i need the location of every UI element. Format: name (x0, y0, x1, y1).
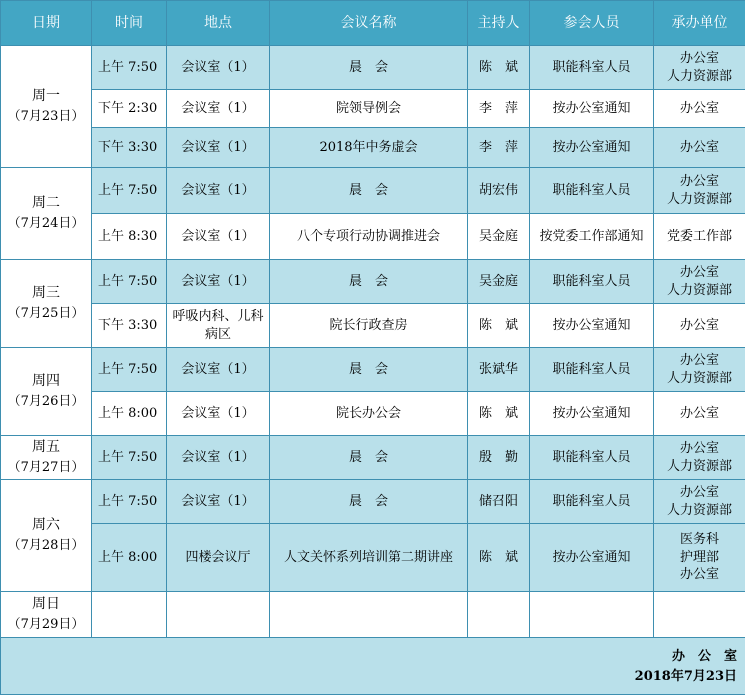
organizer-line: 办公室 (679, 317, 719, 333)
organizer-cell (654, 436, 745, 480)
meeting-cell: 院长行政查房 (270, 304, 468, 348)
meeting-cell: 人文关怀系列培训第二期讲座 (270, 524, 468, 592)
organizer-cell (654, 592, 745, 638)
day-name: 周一 (32, 87, 60, 104)
location-cell: 呼吸内科、儿科病区 (167, 304, 270, 348)
organizer-line: 办公室 (679, 352, 719, 368)
organizer-line: 人力资源部 (666, 68, 732, 84)
table-row (1, 524, 745, 592)
host-cell: 储召阳 (468, 480, 530, 524)
day-date: （7月26日） (7, 394, 85, 410)
host-cell: 李 萍 (468, 128, 530, 168)
header-location: 地点 (167, 1, 270, 46)
organizer-cell (654, 46, 745, 90)
organizer-line: 办公室 (679, 50, 719, 66)
host-cell (468, 592, 530, 638)
meeting-cell: 晨 会 (270, 260, 468, 304)
organizer-line: 人力资源部 (666, 191, 732, 207)
header-attendees: 参会人员 (530, 1, 654, 46)
time-cell: 上午 7:50 (92, 260, 167, 304)
attendees-cell: 按办公室通知 (530, 392, 654, 436)
table-row (1, 46, 745, 90)
table-row (1, 214, 745, 260)
host-cell: 吴金庭 (468, 214, 530, 260)
organizer-line: 人力资源部 (666, 458, 732, 474)
time-cell: 下午 3:30 (92, 304, 167, 348)
time-cell: 上午 7:50 (92, 168, 167, 214)
organizer-cell (654, 260, 745, 304)
signature-date: 2018年7月23日 (634, 668, 737, 684)
table-row (1, 480, 745, 524)
signature-office: 办 公 室 (671, 649, 737, 664)
meeting-cell: 2018年中务虚会 (270, 128, 468, 168)
time-cell: 上午 8:30 (92, 214, 167, 260)
day-cell (1, 348, 92, 436)
organizer-cell (654, 90, 745, 128)
organizer-line: 办公室 (679, 173, 719, 189)
location-cell: 四楼会议厅 (167, 524, 270, 592)
organizer-cell (654, 392, 745, 436)
organizer-line: 办公室 (679, 484, 719, 500)
location-cell: 会议室（1） (167, 90, 270, 128)
table-row (1, 392, 745, 436)
organizer-cell (654, 128, 745, 168)
time-cell: 上午 8:00 (92, 392, 167, 436)
organizer-line: 办公室 (679, 567, 719, 583)
host-cell: 李 萍 (468, 90, 530, 128)
location-cell: 会议室（1） (167, 46, 270, 90)
time-cell: 上午 8:00 (92, 524, 167, 592)
table-row (1, 260, 745, 304)
day-cell (1, 480, 92, 592)
organizer-line: 办公室 (679, 264, 719, 280)
location-cell: 会议室（1） (167, 128, 270, 168)
time-cell: 上午 7:50 (92, 480, 167, 524)
attendees-cell: 按办公室通知 (530, 128, 654, 168)
organizer-line: 办公室 (679, 405, 719, 421)
table-body (1, 46, 745, 638)
meeting-cell: 院领导例会 (270, 90, 468, 128)
host-cell: 殷 勤 (468, 436, 530, 480)
day-cell (1, 168, 92, 260)
table-row (1, 128, 745, 168)
organizer-cell (654, 524, 745, 592)
meeting-cell: 晨 会 (270, 348, 468, 392)
header-organizer: 承办单位 (654, 1, 745, 46)
organizer-line: 办公室 (679, 139, 719, 155)
attendees-cell: 按办公室通知 (530, 304, 654, 348)
footer-row (1, 638, 745, 695)
location-cell: 会议室（1） (167, 392, 270, 436)
meeting-cell: 晨 会 (270, 436, 468, 480)
host-cell: 胡宏伟 (468, 168, 530, 214)
location-cell: 会议室（1） (167, 260, 270, 304)
organizer-line: 人力资源部 (666, 370, 732, 386)
time-cell (92, 592, 167, 638)
day-date: （7月27日） (7, 460, 85, 476)
meeting-cell: 八个专项行动协调推进会 (270, 214, 468, 260)
day-date: （7月29日） (7, 617, 85, 633)
day-cell (1, 260, 92, 348)
day-cell (1, 436, 92, 480)
organizer-cell (654, 214, 745, 260)
time-cell: 下午 3:30 (92, 128, 167, 168)
day-name: 周六 (32, 516, 60, 533)
day-date: （7月24日） (7, 216, 85, 232)
location-cell: 会议室（1） (167, 436, 270, 480)
location-cell: 会议室（1） (167, 168, 270, 214)
host-cell: 陈 斌 (468, 392, 530, 436)
time-cell: 上午 7:50 (92, 436, 167, 480)
table-header (1, 1, 745, 46)
attendees-cell: 职能科室人员 (530, 480, 654, 524)
organizer-line: 人力资源部 (666, 502, 732, 518)
location-cell (167, 592, 270, 638)
attendees-cell: 按党委工作部通知 (530, 214, 654, 260)
day-cell (1, 46, 92, 168)
day-name: 周二 (32, 194, 60, 211)
host-cell: 陈 斌 (468, 46, 530, 90)
location-cell: 会议室（1） (167, 348, 270, 392)
day-date: （7月25日） (7, 306, 85, 322)
day-name: 周三 (32, 284, 60, 301)
host-cell: 陈 斌 (468, 524, 530, 592)
time-cell: 下午 2:30 (92, 90, 167, 128)
meeting-cell: 晨 会 (270, 46, 468, 90)
organizer-cell (654, 480, 745, 524)
day-cell (1, 592, 92, 638)
organizer-cell (654, 168, 745, 214)
location-cell: 会议室（1） (167, 480, 270, 524)
attendees-cell: 职能科室人员 (530, 348, 654, 392)
meeting-cell: 晨 会 (270, 168, 468, 214)
host-cell: 张斌华 (468, 348, 530, 392)
day-date: （7月23日） (7, 109, 85, 125)
attendees-cell: 按办公室通知 (530, 524, 654, 592)
attendees-cell: 职能科室人员 (530, 436, 654, 480)
table-footer (1, 638, 745, 695)
attendees-cell: 按办公室通知 (530, 90, 654, 128)
organizer-line: 护理部 (679, 549, 719, 565)
meeting-cell: 院长办公会 (270, 392, 468, 436)
header-row (1, 1, 745, 46)
attendees-cell: 职能科室人员 (530, 168, 654, 214)
day-name: 周日 (32, 595, 60, 612)
table-row (1, 168, 745, 214)
table-row (1, 436, 745, 480)
host-cell: 吴金庭 (468, 260, 530, 304)
organizer-cell (654, 348, 745, 392)
host-cell: 陈 斌 (468, 304, 530, 348)
day-name: 周五 (32, 438, 60, 455)
header-time: 时间 (92, 1, 167, 46)
signature-block (1, 638, 745, 695)
header-host: 主持人 (468, 1, 530, 46)
meeting-cell (270, 592, 468, 638)
attendees-cell: 职能科室人员 (530, 260, 654, 304)
table-row (1, 304, 745, 348)
meeting-cell: 晨 会 (270, 480, 468, 524)
attendees-cell (530, 592, 654, 638)
time-cell: 上午 7:50 (92, 46, 167, 90)
time-cell: 上午 7:50 (92, 348, 167, 392)
organizer-line: 人力资源部 (666, 282, 732, 298)
organizer-line: 医务科 (679, 532, 719, 548)
table-row (1, 90, 745, 128)
organizer-line: 党委工作部 (666, 228, 732, 244)
table-row (1, 592, 745, 638)
location-cell: 会议室（1） (167, 214, 270, 260)
day-name: 周四 (32, 372, 60, 389)
table-row (1, 348, 745, 392)
organizer-line: 办公室 (679, 100, 719, 116)
header-date: 日期 (1, 1, 92, 46)
organizer-line: 办公室 (679, 440, 719, 456)
header-meeting: 会议名称 (270, 1, 468, 46)
day-date: （7月28日） (7, 538, 85, 554)
attendees-cell: 职能科室人员 (530, 46, 654, 90)
organizer-cell (654, 304, 745, 348)
